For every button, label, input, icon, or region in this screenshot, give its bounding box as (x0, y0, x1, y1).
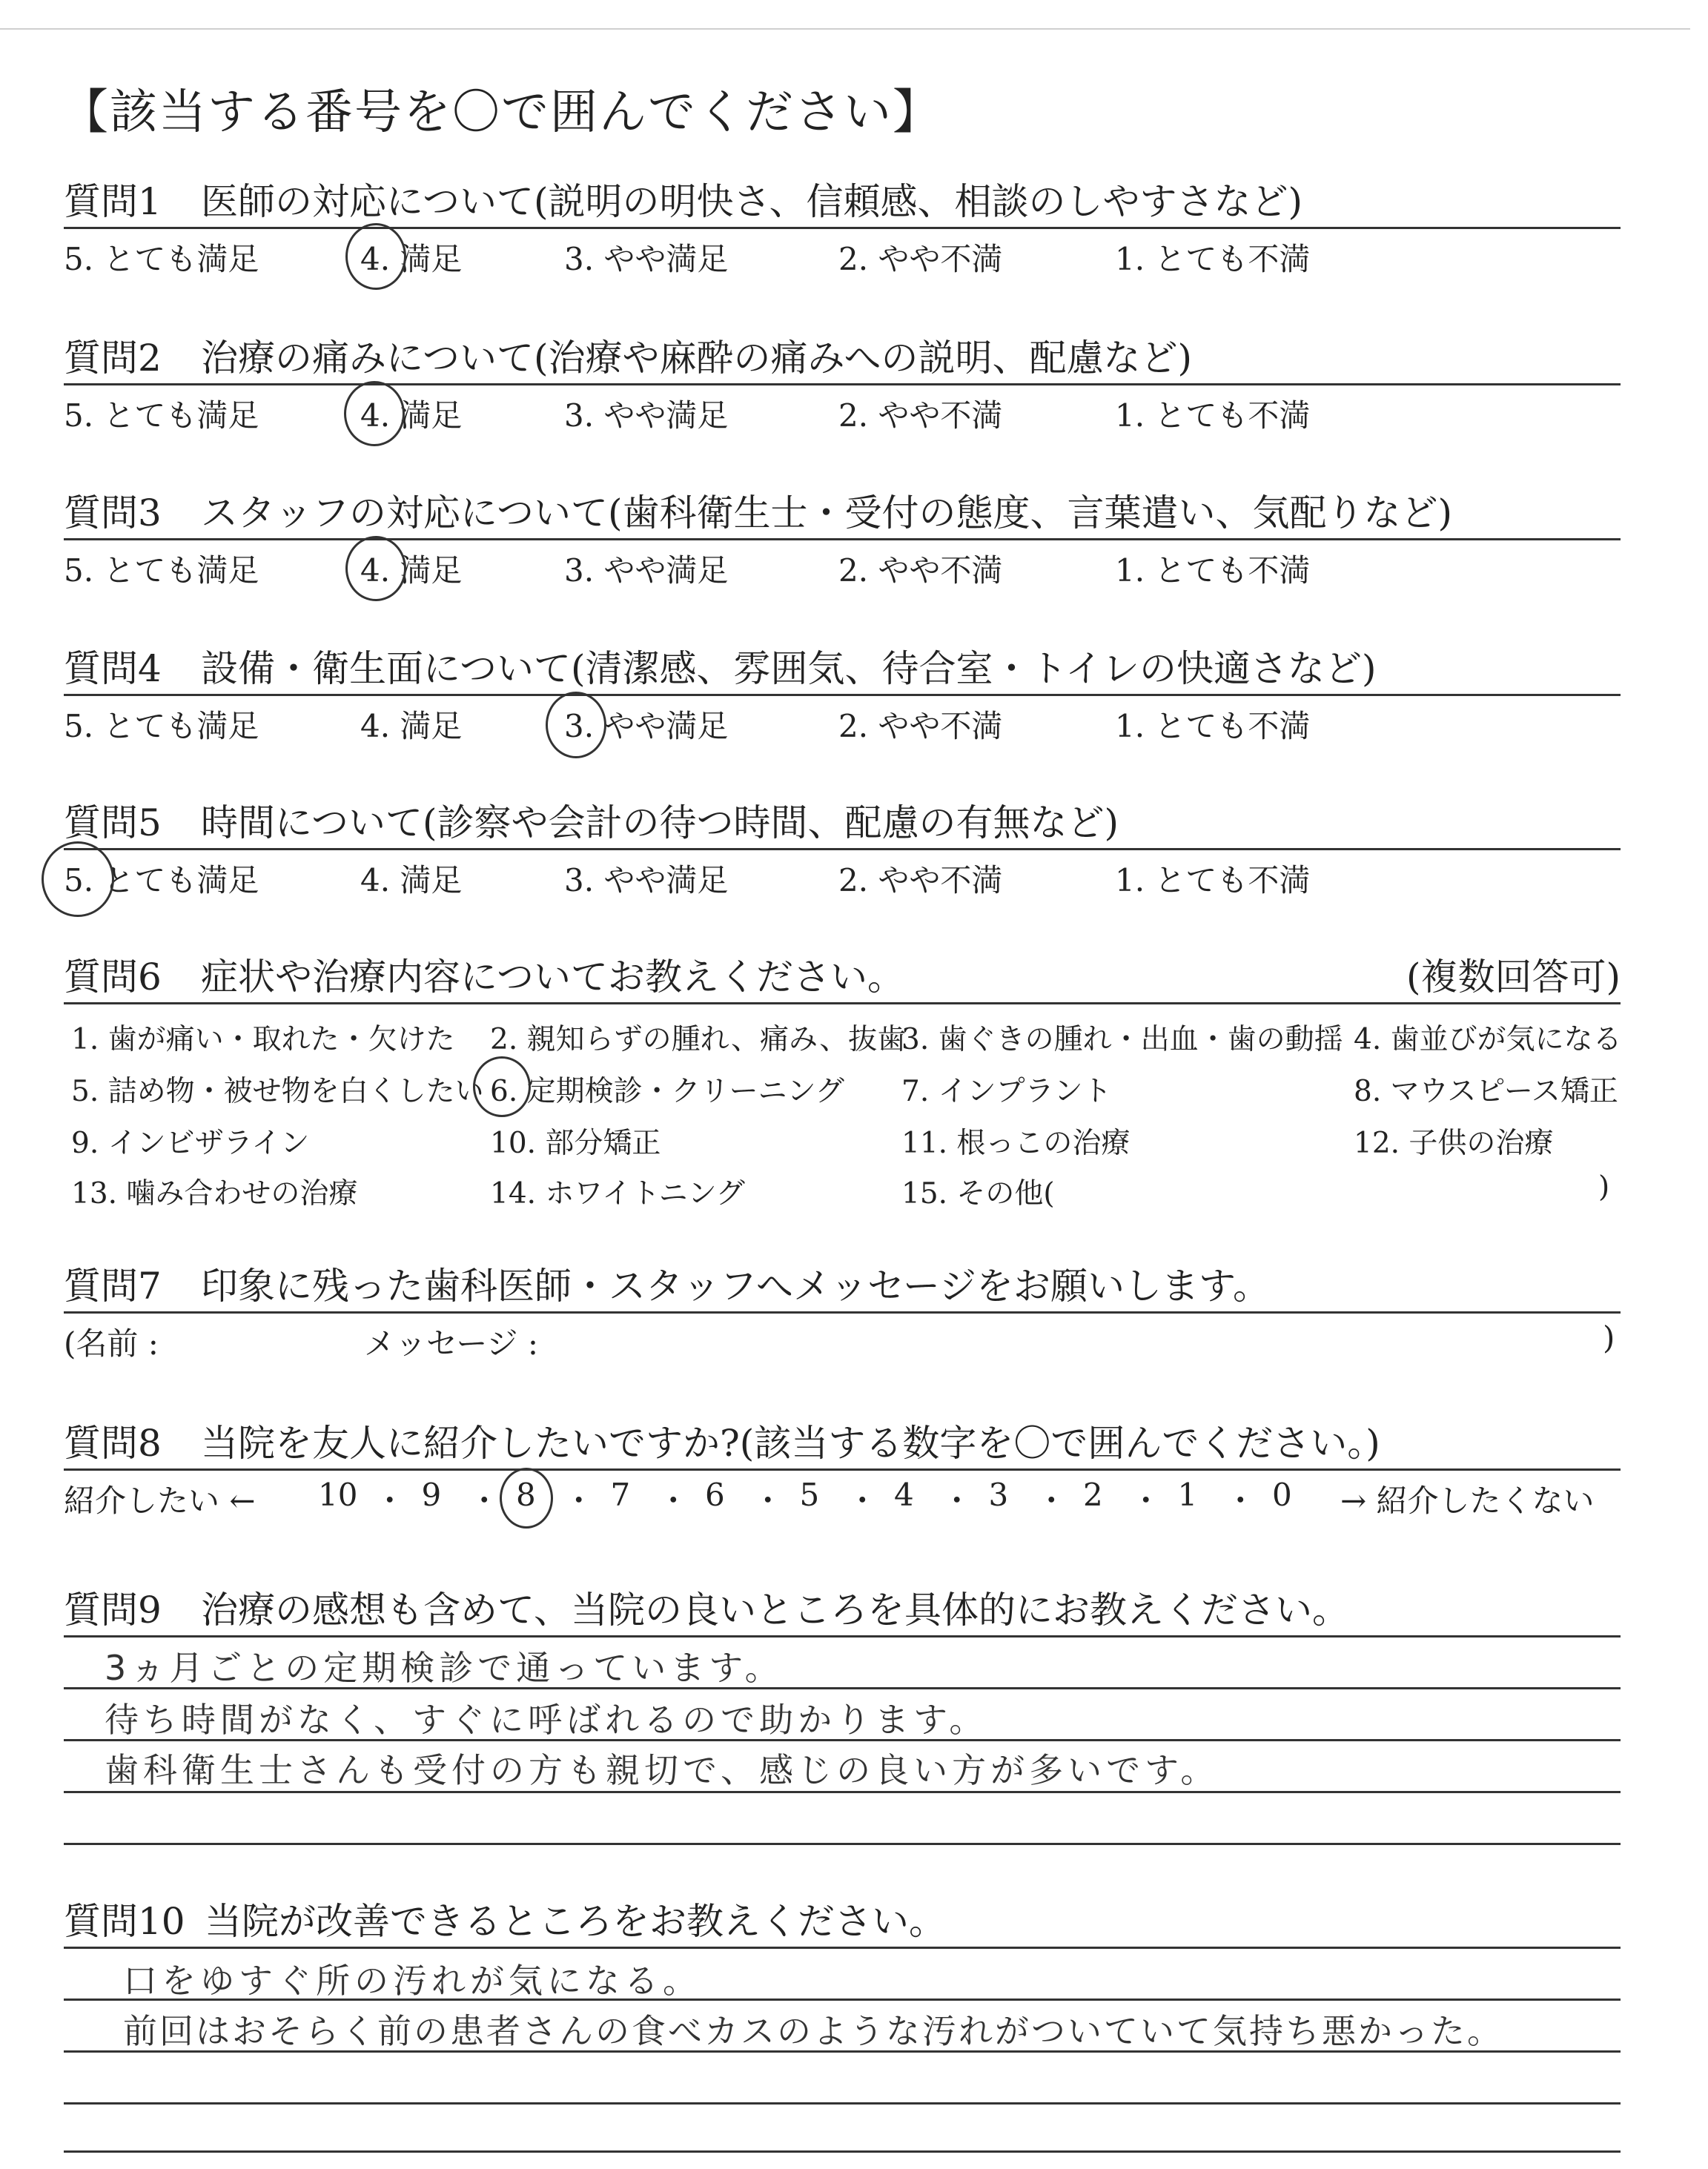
handwritten-answer: 待ち時間がなく、すぐに呼ばれるので助かります。 (105, 1700, 988, 1740)
answer-line (64, 1999, 1621, 2001)
answer-line (64, 1687, 1621, 1689)
question-text: 医師の対応について(説明の明快さ、信頼感、相談のしやすさなど) (201, 180, 1303, 223)
question-number: 質問10 (64, 1900, 185, 1943)
symptom-option-2[interactable]: 2. 親知らずの腫れ、痛み、抜歯 (490, 1023, 907, 1056)
answer-circle (500, 1468, 553, 1529)
question-text: 当院が改善できるところをお教えください。 (205, 1900, 946, 1943)
question-3 (64, 483, 1621, 592)
question-number: 質問6 (64, 956, 162, 999)
option-2[interactable]: 2. やや不満 (838, 397, 1003, 434)
scale-separator: ・ (469, 1483, 500, 1519)
question-text: 治療の痛みについて(治療や麻酔の痛みへの説明、配慮など) (201, 337, 1193, 380)
other-close-paren: ) (1598, 1170, 1610, 1204)
answer-line (64, 1635, 1621, 1637)
answer-line (64, 1791, 1621, 1793)
answer-line (64, 2150, 1621, 2153)
scan-edge-line (0, 28, 1690, 30)
scale-separator: ・ (847, 1483, 878, 1519)
symptom-option-3[interactable]: 3. 歯ぐきの腫れ・出血・歯の動揺 (901, 1023, 1343, 1056)
answer-area[interactable] (64, 1635, 1621, 1858)
symptom-option-9[interactable]: 9. インビザライン (71, 1127, 310, 1160)
scale-separator: ・ (1130, 1483, 1162, 1519)
scale-value-7[interactable]: 7 (610, 1477, 631, 1513)
option-5[interactable]: 5. とても満足 (64, 552, 259, 589)
scale-value-8[interactable]: 8 (516, 1477, 536, 1513)
symptom-option-4[interactable]: 4. 歯並びが気になる (1354, 1023, 1622, 1056)
option-3[interactable]: 3. やや満足 (564, 708, 729, 744)
answer-line (64, 1947, 1621, 1949)
scale-separator: ・ (941, 1483, 973, 1519)
handwritten-answer: 前回はおそらく前の患者さんの食べカスのような汚れがついていて気持ち悪かった。 (123, 2011, 1503, 2051)
answer-circle (345, 223, 406, 290)
option-2[interactable]: 2. やや不満 (838, 862, 1003, 898)
scale-value-10[interactable]: 10 (318, 1477, 358, 1513)
recommend-right-label: → 紹介したくない (1340, 1483, 1595, 1519)
option-1[interactable]: 1. とても不満 (1115, 397, 1311, 434)
question-text: スタッフの対応について(歯科衛生士・受付の態度、言葉遣い、気配りなど) (201, 491, 1453, 534)
symptom-option-12[interactable]: 12. 子供の治療 (1354, 1127, 1554, 1160)
name-label: (名前 : (64, 1325, 159, 1362)
symptom-option-11[interactable]: 11. 根っこの治療 (901, 1127, 1131, 1160)
message-close-paren: ) (1603, 1319, 1615, 1356)
question-9 (64, 1580, 1621, 1858)
scale-value-5[interactable]: 5 (799, 1477, 820, 1513)
question-number: 質問3 (64, 491, 162, 534)
scale-value-6[interactable]: 6 (705, 1477, 725, 1513)
answer-line (64, 1739, 1621, 1741)
option-2[interactable]: 2. やや不満 (838, 552, 1003, 589)
scale-value-2[interactable]: 2 (1083, 1477, 1103, 1513)
symptom-option-15[interactable]: 15. その他( (901, 1177, 1055, 1211)
scale-separator: ・ (658, 1483, 689, 1519)
multiple-answer-note: (複数回答可) (1406, 956, 1621, 999)
symptom-option-1[interactable]: 1. 歯が痛い・取れた・欠けた (71, 1023, 455, 1056)
option-5[interactable]: 5. とても満足 (64, 241, 259, 277)
question-text: 当院を友人に紹介したいですか?(該当する数字を〇で囲んでください。) (201, 1422, 1380, 1465)
scale-separator: ・ (374, 1483, 406, 1519)
scale-separator: ・ (1036, 1483, 1068, 1519)
symptom-option-7[interactable]: 7. インプラント (901, 1075, 1112, 1108)
question-number: 質問4 (64, 647, 162, 690)
question-number: 質問5 (64, 801, 162, 844)
scale-value-9[interactable]: 9 (421, 1477, 442, 1513)
question-number: 質問2 (64, 337, 162, 380)
question-text: 設備・衛生面について(清潔感、雰囲気、待合室・トイレの快適さなど) (201, 647, 1377, 690)
question-number: 質問8 (64, 1422, 162, 1465)
symptom-option-5[interactable]: 5. 詰め物・被せ物を白くしたい (71, 1075, 484, 1108)
handwritten-answer: 3ヵ月ごとの定期検診で通っています。 (105, 1648, 784, 1688)
option-3[interactable]: 3. やや満足 (564, 862, 729, 898)
handwritten-answer: 歯科衛生士さんも受付の方も親切で、感じの良い方が多いです。 (105, 1750, 1219, 1790)
recommend-left-label: 紹介したい ← (64, 1483, 256, 1519)
symptom-option-13[interactable]: 13. 噛み合わせの治療 (71, 1177, 358, 1211)
answer-area[interactable] (64, 1947, 1621, 2169)
answer-line (64, 2050, 1621, 2053)
scale-value-0[interactable]: 0 (1272, 1477, 1292, 1513)
question-text: 時間について(診察や会計の待つ時間、配慮の有無など) (201, 801, 1119, 844)
option-4[interactable]: 4. 満足 (360, 862, 463, 898)
question-text: 治療の感想も含めて、当院の良いところを具体的にお教えください。 (201, 1589, 1349, 1632)
question-2 (64, 328, 1621, 437)
question-4 (64, 639, 1621, 748)
option-3[interactable]: 3. やや満足 (564, 552, 729, 589)
scale-separator: ・ (752, 1483, 784, 1519)
question-10 (64, 1892, 1621, 2169)
option-1[interactable]: 1. とても不満 (1115, 552, 1311, 589)
scale-separator: ・ (563, 1483, 595, 1519)
answer-circle (42, 841, 114, 917)
question-number: 質問9 (64, 1589, 162, 1632)
option-5[interactable]: 5. とても満足 (64, 708, 259, 744)
answer-circle (345, 536, 406, 601)
option-3[interactable]: 3. やや満足 (564, 241, 729, 277)
option-4[interactable]: 4. 満足 (360, 708, 463, 744)
option-4[interactable]: 4. 満足 (360, 241, 463, 277)
recommend-scale (64, 1471, 1621, 1523)
symptom-option-6[interactable]: 6. 定期検診・クリーニング (490, 1075, 844, 1108)
question-5 (64, 793, 1621, 902)
answer-circle (344, 381, 405, 446)
symptom-option-14[interactable]: 14. ホワイトニング (490, 1177, 745, 1211)
question-1 (64, 172, 1621, 281)
option-5[interactable]: 5. とても満足 (64, 862, 259, 898)
form-title: 【該当する番号を〇で囲んでください】 (61, 85, 941, 140)
question-8 (64, 1414, 1621, 1523)
scale-value-1[interactable]: 1 (1177, 1477, 1198, 1513)
option-4[interactable]: 4. 満足 (360, 397, 463, 434)
question-number: 質問1 (64, 180, 162, 223)
question-number: 質問7 (64, 1265, 162, 1308)
scale-value-4[interactable]: 4 (894, 1477, 914, 1513)
option-3[interactable]: 3. やや満足 (564, 397, 729, 434)
handwritten-answer: 口をゆすぐ所の汚れが気になる。 (123, 1961, 701, 2001)
scale-value-3[interactable]: 3 (988, 1477, 1009, 1513)
answer-circle (546, 692, 606, 758)
option-2[interactable]: 2. やや不満 (838, 708, 1003, 744)
option-1[interactable]: 1. とても不満 (1115, 708, 1311, 744)
answer-line (64, 2102, 1621, 2105)
option-2[interactable]: 2. やや不満 (838, 241, 1003, 277)
option-4[interactable]: 4. 満足 (360, 552, 463, 589)
option-1[interactable]: 1. とても不満 (1115, 241, 1311, 277)
option-5[interactable]: 5. とても満足 (64, 397, 259, 434)
answer-line (64, 1843, 1621, 1845)
symptom-option-8[interactable]: 8. マウスピース矯正 (1354, 1075, 1618, 1108)
question-6 (64, 947, 1621, 1212)
question-text: 症状や治療内容についてお教えください。 (201, 956, 904, 999)
question-7 (64, 1256, 1621, 1365)
symptom-option-10[interactable]: 10. 部分矯正 (490, 1127, 661, 1160)
answer-circle (473, 1056, 531, 1117)
option-1[interactable]: 1. とても不満 (1115, 862, 1311, 898)
question-text: 印象に残った歯科医師・スタッフへメッセージをお願いします。 (201, 1265, 1270, 1308)
message-label: メッセージ : (364, 1325, 538, 1362)
scale-separator: ・ (1225, 1483, 1257, 1519)
